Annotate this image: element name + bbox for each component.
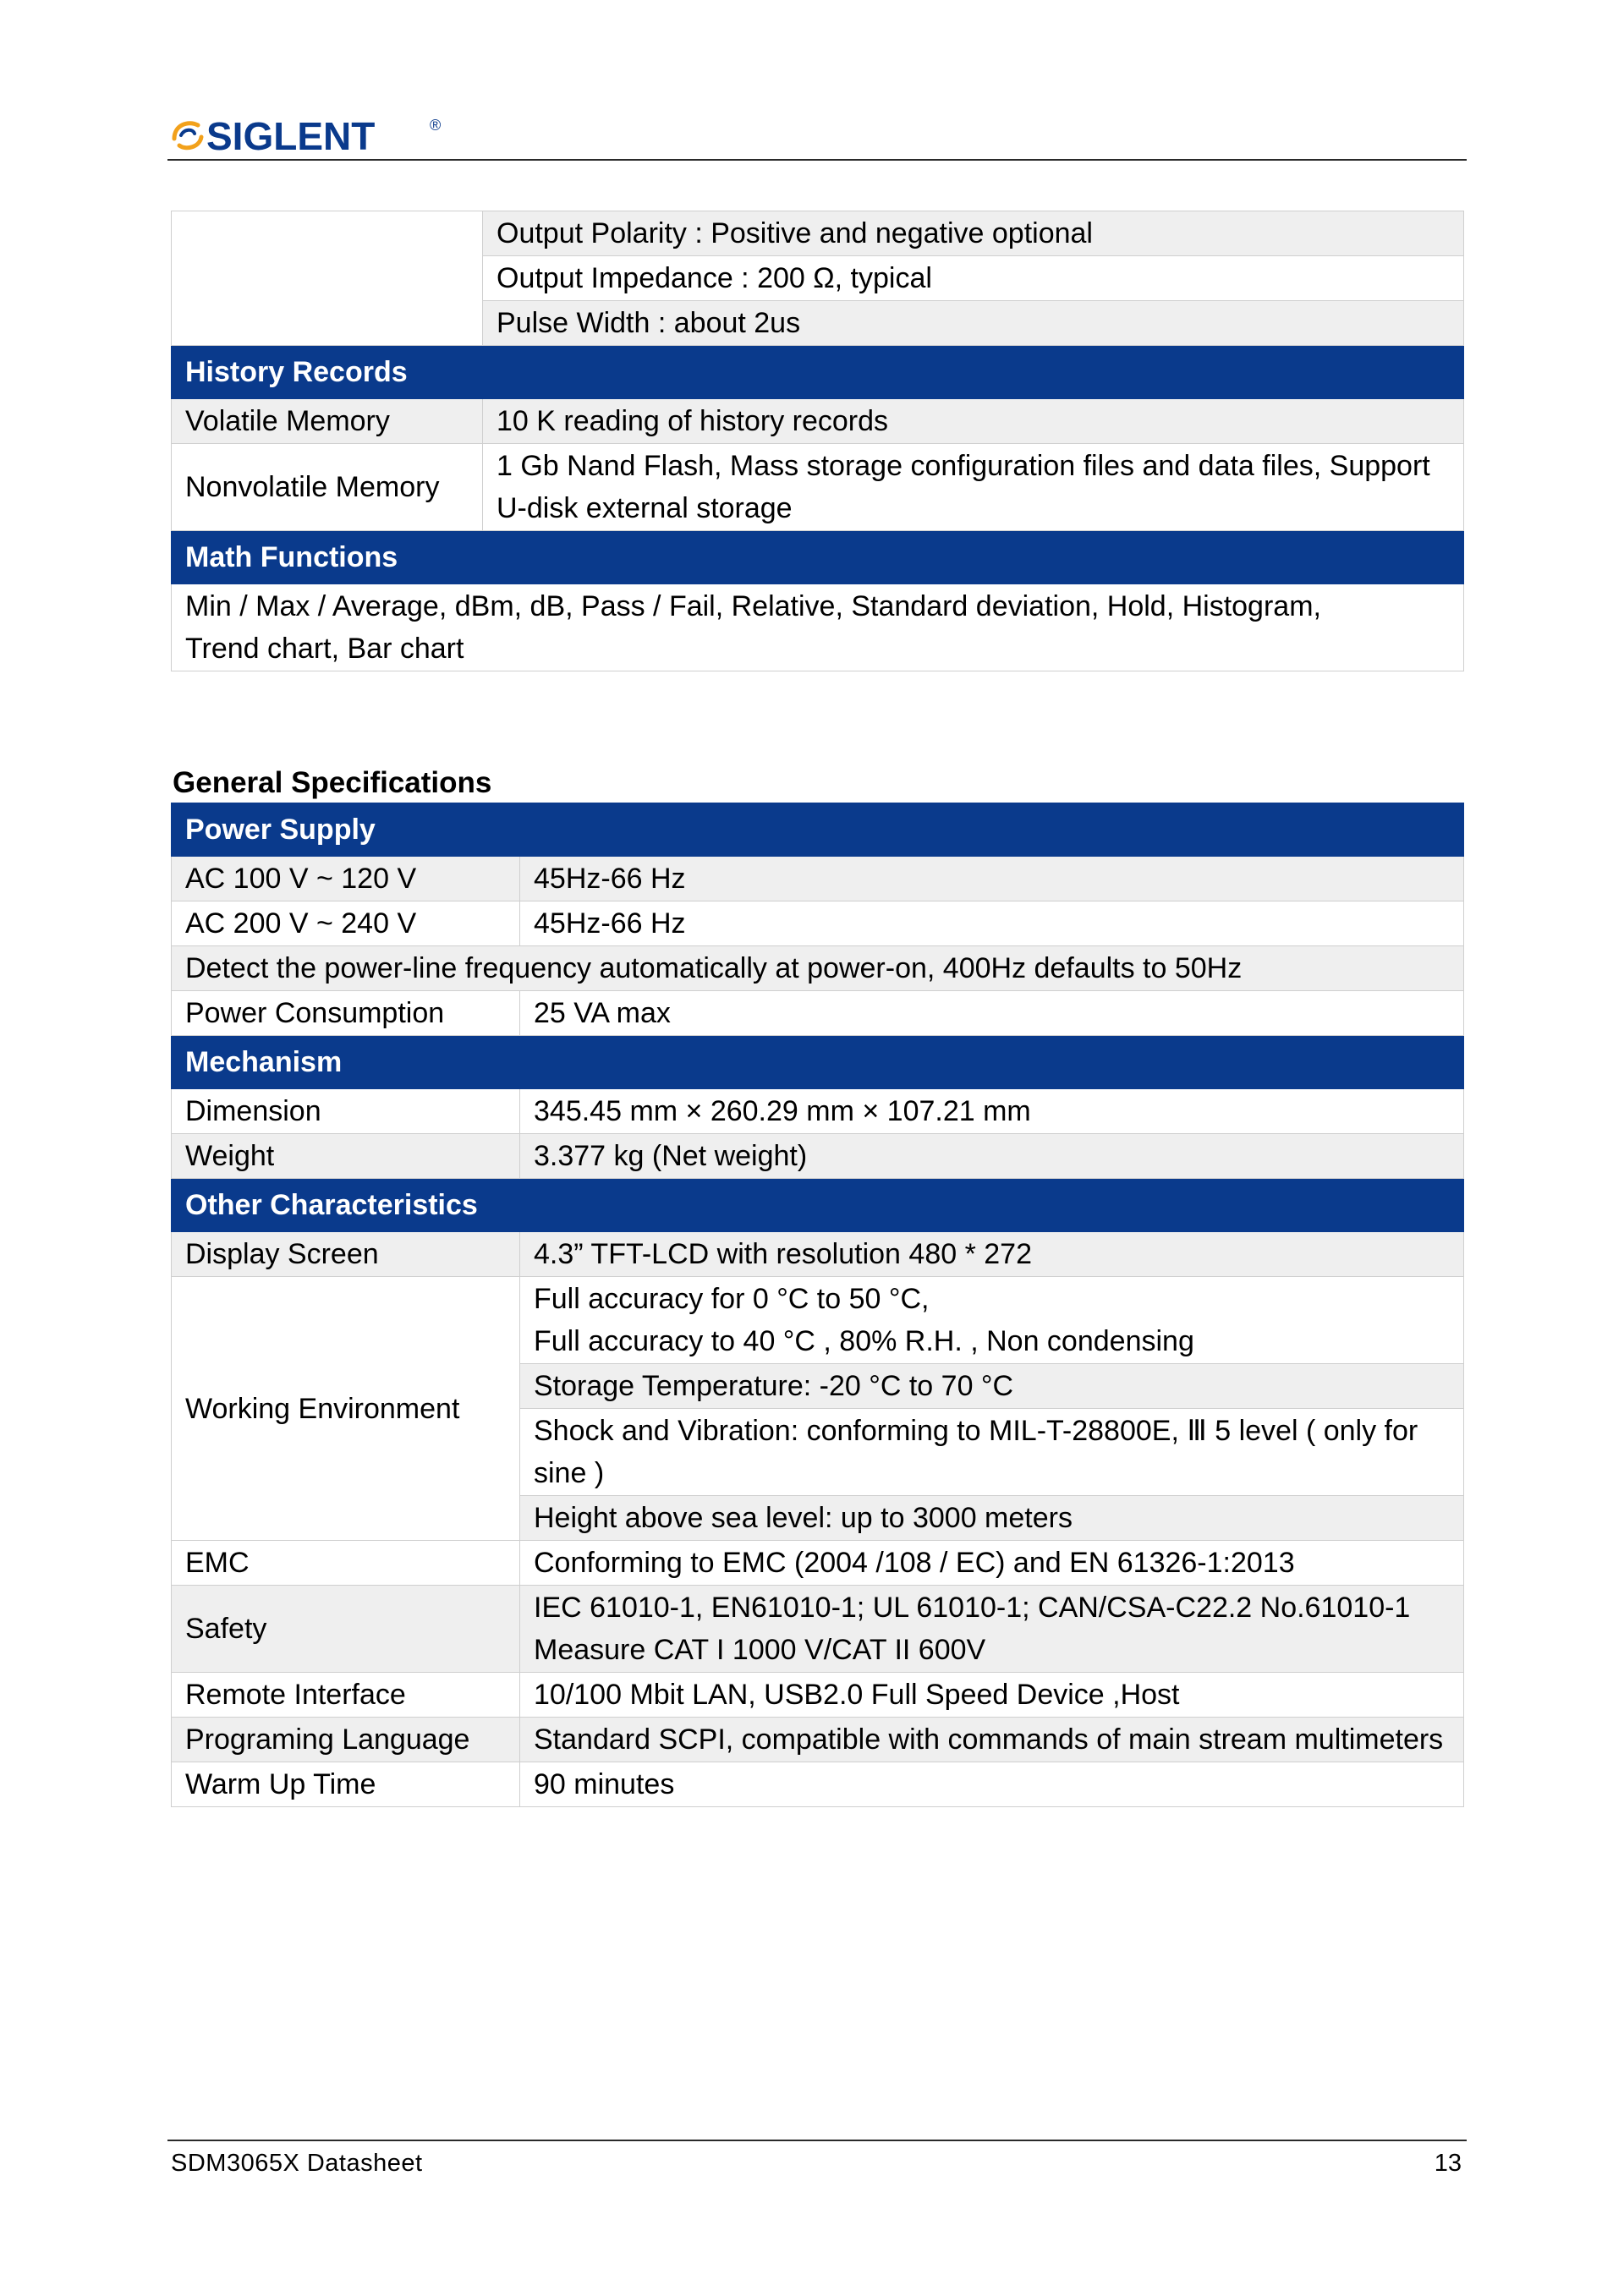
row-value: 345.45 mm × 260.29 mm × 107.21 mm	[520, 1089, 1464, 1134]
row-label: AC 200 V ~ 240 V	[172, 901, 520, 946]
section-header-label: Mechanism	[172, 1036, 1464, 1089]
row-value-multiline	[483, 444, 1464, 531]
row-label: EMC	[172, 1541, 520, 1586]
row-label: AC 100 V ~ 120 V	[172, 857, 520, 901]
table-row	[172, 946, 1464, 991]
row-value: Storage Temperature: -20 °C to 70 °C	[520, 1364, 1464, 1409]
row-value-multiline	[520, 1409, 1464, 1496]
table-row	[172, 991, 1464, 1036]
row-value: 10/100 Mbit LAN, USB2.0 Full Speed Device ,Host	[520, 1673, 1464, 1718]
output-polarity-value: Output Polarity : Positive and negative optional	[483, 211, 1464, 256]
row-value: 3.377 kg (Net weight)	[520, 1134, 1464, 1179]
row-value: 45Hz-66 Hz	[520, 901, 1464, 946]
section-header-other-characteristics	[172, 1179, 1464, 1232]
footer-doc-title: SDM3065X Datasheet	[171, 2150, 423, 2177]
brand-name: SIGLENT	[206, 114, 376, 156]
value-line: U-disk external storage	[497, 492, 793, 524]
row-value: 4.3” TFT-LCD with resolution 480 * 272	[520, 1232, 1464, 1277]
row-value: 90 minutes	[520, 1762, 1464, 1807]
row-label: Warm Up Time	[172, 1762, 520, 1807]
value-line: IEC 61010-1, EN61010-1; UL 61010-1; CAN/CSA-C22.2 No.61010-1	[534, 1592, 1411, 1624]
row-label: Programing Language	[172, 1718, 520, 1762]
row-value: 45Hz-66 Hz	[520, 857, 1464, 901]
section-header-math-functions	[172, 531, 1464, 584]
row-value: Standard SCPI, compatible with commands of main stream multimeters	[520, 1718, 1464, 1762]
row-value: Conforming to EMC (2004 /108 / EC) and EN 61326-1:2013	[520, 1541, 1464, 1586]
row-label: Display Screen	[172, 1232, 520, 1277]
row-label: Nonvolatile Memory	[172, 444, 483, 531]
value-line: Full accuracy for 0 °C to 50 °C,	[534, 1283, 930, 1315]
table-row	[172, 1134, 1464, 1179]
page-header	[167, 110, 1467, 161]
value-line: Trend chart, Bar chart	[185, 633, 464, 665]
pulse-width-value: Pulse Width : about 2us	[483, 301, 1464, 346]
table-row	[172, 1089, 1464, 1134]
section-header-label: Math Functions	[172, 531, 1464, 584]
row-value: Height above sea level: up to 3000 meters	[520, 1496, 1464, 1541]
table-row	[172, 1277, 1464, 1364]
siglent-logo	[169, 113, 448, 156]
row-value: 25 VA max	[520, 991, 1464, 1036]
row-value-multiline	[520, 1586, 1464, 1673]
table-row	[172, 584, 1464, 671]
value-line: Shock and Vibration: conforming to MIL-T-28800E, Ⅲ 5 level ( only for	[534, 1415, 1418, 1447]
table-row	[172, 1673, 1464, 1718]
section-header-label: History Records	[172, 346, 1464, 399]
empty-label-cell	[172, 211, 483, 346]
value-line: Full accuracy to 40 °C , 80% R.H. , Non condensing	[534, 1325, 1194, 1357]
row-value-multiline	[520, 1277, 1464, 1364]
registered-mark: ®	[430, 117, 442, 134]
row-label: Safety	[172, 1586, 520, 1673]
table-row	[172, 1232, 1464, 1277]
output-impedance-value: Output Impedance : 200 Ω, typical	[483, 256, 1464, 301]
math-functions-value	[172, 584, 1464, 671]
table-row	[172, 1718, 1464, 1762]
table-row	[172, 444, 1464, 531]
section-header-power-supply	[172, 803, 1464, 857]
general-specifications-table	[171, 803, 1464, 1807]
table-row	[172, 399, 1464, 444]
page-footer	[167, 2140, 1467, 2184]
row-label: Power Consumption	[172, 991, 520, 1036]
table-row	[172, 857, 1464, 901]
value-line: Measure CAT I 1000 V/CAT II 600V	[534, 1634, 986, 1666]
table-row	[172, 1586, 1464, 1673]
table-row	[172, 901, 1464, 946]
table-row	[172, 211, 1464, 256]
value-line: sine )	[534, 1457, 605, 1489]
section-header-label: Power Supply	[172, 803, 1464, 857]
power-line-note: Detect the power-line frequency automatically at power-on, 400Hz defaults to 50Hz	[172, 946, 1464, 991]
page-number: 13	[1434, 2150, 1462, 2177]
row-label: Remote Interface	[172, 1673, 520, 1718]
section-header-label: Other Characteristics	[172, 1179, 1464, 1232]
value-line: Min / Max / Average, dBm, dB, Pass / Fail, Relative, Standard deviation, Hold, Histogram,	[185, 590, 1321, 622]
section-header-mechanism	[172, 1036, 1464, 1089]
row-label: Dimension	[172, 1089, 520, 1134]
row-label: Weight	[172, 1134, 520, 1179]
value-line: 1 Gb Nand Flash, Mass storage configuration files and data files, Support	[497, 450, 1430, 482]
row-value: 10 K reading of history records	[483, 399, 1464, 444]
row-label: Volatile Memory	[172, 399, 483, 444]
table-row	[172, 1762, 1464, 1807]
row-label: Working Environment	[172, 1277, 520, 1541]
siglent-swirl-icon	[174, 123, 201, 148]
table-row	[172, 1541, 1464, 1586]
spec-table-continued	[171, 211, 1464, 671]
page-section-title: General Specifications	[173, 766, 492, 799]
section-header-history-records	[172, 346, 1464, 399]
